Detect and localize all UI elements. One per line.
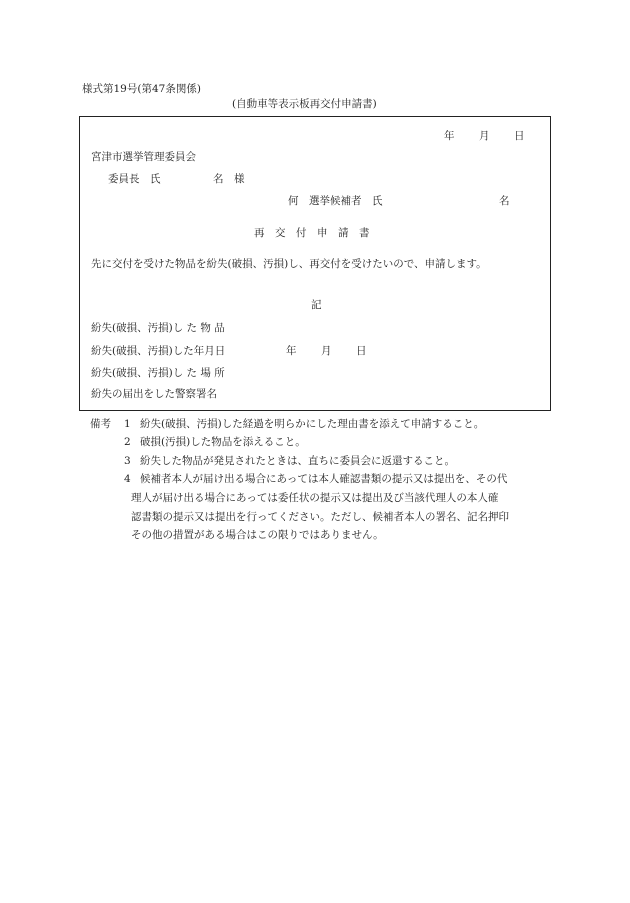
item-lost-article: 紛失(破損、汚損)し た 物 品	[91, 322, 225, 334]
application-form-box	[79, 116, 551, 411]
note-number: 3	[124, 455, 131, 467]
note-text-line: 認書類の提示又は提出を行ってください。ただし、候補者本人の署名、記名押印	[131, 511, 509, 523]
note-number: 4	[124, 473, 131, 485]
item-lost-date-month: 月	[321, 345, 332, 357]
committee-name: 宮津市選挙管理委員会	[91, 151, 196, 163]
item-lost-place: 紛失(破損、汚損)し た 場 所	[91, 367, 225, 379]
applicant-suffix: 名	[499, 195, 510, 207]
item-lost-date: 紛失(破損、汚損)した年月日	[91, 345, 226, 357]
item-lost-date-day: 日	[356, 345, 367, 357]
item-lost-date-year: 年	[286, 345, 297, 357]
note-text: 紛失した物品が発見されたときは、直ちに委員会に返還すること。	[140, 455, 455, 467]
body-text: 先に交付を受けた物品を紛失(破損、汚損)し、再交付を受けたいので、申請します。	[91, 258, 487, 270]
note-text-line: 候補者本人が届け出る場合にあっては本人確認書類の提示又は提出を、その代	[140, 473, 508, 485]
note-number: 2	[124, 436, 131, 448]
chairman-suffix: 名 様	[213, 173, 245, 185]
note-text-line: その他の措置がある場合はこの限りではありません。	[131, 529, 384, 541]
form-subtitle: (自動車等表示板再交付申請書)	[232, 98, 377, 110]
note-text: 破損(汚損)した物品を添えること。	[140, 436, 306, 448]
note-text: 紛失(破損、汚損)した経過を明らかにした理由書を添えて申請すること。	[140, 418, 485, 430]
note-text-line: 理人が届け出る場合にあっては委任状の提示又は提出及び当該代理人の本人確	[131, 492, 499, 504]
ki-marker: 記	[311, 299, 322, 311]
date-month-label: 月	[479, 130, 490, 142]
chairman-prefix: 委員長 氏	[108, 173, 161, 185]
note-number: 1	[124, 418, 131, 430]
form-number: 様式第19号(第47条関係)	[82, 83, 201, 95]
date-day-label: 日	[514, 130, 525, 142]
date-year-label: 年	[444, 130, 455, 142]
document-title: 再 交 付 申 請 書	[254, 227, 370, 239]
notes-label: 備考	[90, 418, 111, 430]
applicant-label: 何 選挙候補者 氏	[288, 195, 383, 207]
item-police-station: 紛失の届出をした警察署名	[91, 388, 217, 400]
